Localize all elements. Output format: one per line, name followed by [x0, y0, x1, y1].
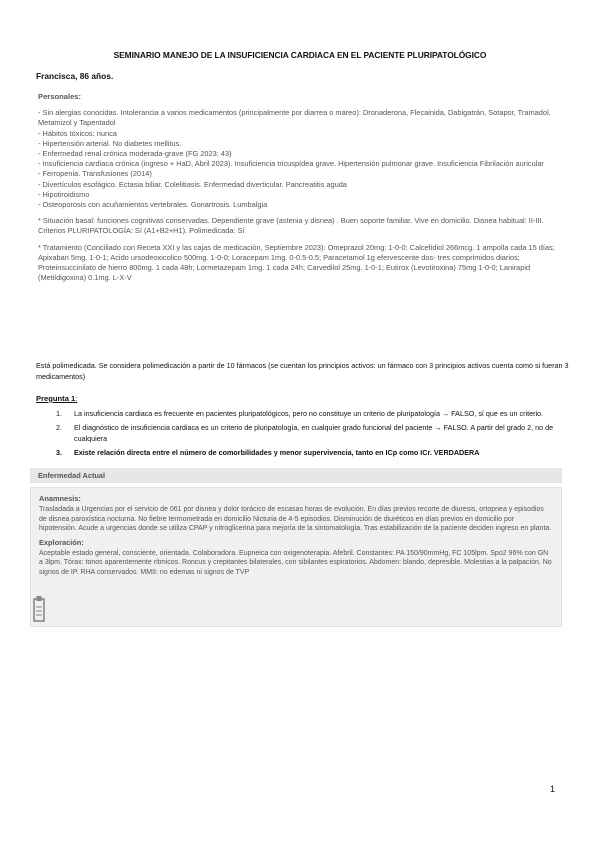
- list-item-text: Existe relación directa entre el número de comorbilidades y menor supervivencia, tanto en ICp como ICr. VERDADERA: [74, 448, 480, 457]
- list-number: 2.: [56, 423, 62, 432]
- personales-heading: Personales:: [38, 92, 82, 101]
- question-heading: [36, 394, 77, 403]
- question-heading-suffix: :: [75, 394, 78, 403]
- personales-section: [38, 92, 558, 283]
- list-number: 1.: [56, 409, 62, 418]
- question-list: [36, 408, 576, 461]
- polimedicada-note: Está polimedicada. Se considera polimedicación a partir de 10 fármacos (se cuentan los principios activos: un fármaco con 3 principios activos cuenta como si fueran 3 medicamentos): [36, 361, 569, 381]
- situacion-basal: * Situación basal: funciones cognitivas conservadas. Dependiente grave (astenia y disnea) . Buen soporte familiar. Vive en domicilio. Disnea habitual: II-III. Criterios PLURIPATOLOGÍA: Sí (A1+B2+H1). Polimedicada: Sí: [38, 216, 544, 236]
- personal-item: - Hábitos tóxicos: nunca: [38, 128, 117, 138]
- question-heading-label: Pregunta 1: [36, 394, 76, 403]
- list-item-text: El diagnóstico de insuficiencia cardiaca es un criterio de pluripatología, en cualquier grado funcional del paciente → FALSO. A partir del grado 2, no de cualquiera: [74, 423, 554, 443]
- personal-item: - Sin alergias conocidas. Intolerancia a varios medicamentos (principalmente por diarrea o mareo): Dronaderona, Flecainida, Dabigatrán, Sotapor, Tramadol, Metamizol y Tapentadol: [38, 108, 551, 128]
- page-number: 1: [550, 784, 556, 794]
- patient-name: Francisca, 86 años.: [36, 71, 114, 81]
- list-item-text: La insuficiencia cardiaca es frecuente en pacientes pluripatológicos, pero no constituye un criterio de pluripatología → FALSO, sí que es un criterio.: [74, 409, 544, 418]
- exploracion-heading: Exploración:: [39, 537, 84, 547]
- list-item: [36, 408, 576, 419]
- anamnesis-text: Trasladada a Urgencias por el servicio de 061 por disnea y dolor torácico de escasas horas de evolución. En días previos recorte de diuresis, ortopnea y episodios de disnea paroxística nocturna. No fiebre termometrada en domicilio Nicturia de 4-5 episodios. Disminución de diuréticos en días previos en domicilio por hipotensión. Acude a urgencias donde se utiliza CPAP y nitroglicerina para mejoría de la sintomatología. Tras estabilización de la paciente deciden ingreso en planta.: [39, 506, 552, 533]
- tratamiento: * Tratamiento (Conciliado con Receta XXI y las cajas de medicación, Septiembre 2023): Omeprazol 20mg: 1-0-0; Calcefidiol 266mcg. 1 ampolla cada 15 días; Apixaban 5mg. 1-0-1; Acido ursodeoxicolico 500mg. 1-0-0; Loracepam 1mg. 0-0.5-0.5; Paracetamol 1g efervescente dos- tres comprimidos diarios; Proteinsuccinilato de hierro 800mg. 1 cada 48h; Lormetazepam 1mg. 1 cada 24h; Carvedilol 25mg. 1-0-1; Eutirox (Levotiroxina) 75mg 1-0-0; Lanirapid (Metildigoxina) 0.1mg. L-X-V: [38, 242, 555, 283]
- personal-item: - Osteoporosis con acuñamientos vertebrales. Gonartrosis. Lumbalgia: [38, 200, 268, 210]
- personal-item: - Insuficiencia cardiaca crónica (ingreso + HaD, Abril 2023). Insuficiencia tricuspídea grave. Hipertensión pulmonar grave. Insuficiencia Fibrilación auricular: [38, 159, 544, 169]
- document-title: SEMINARIO MANEJO DE LA INSUFICIENCIA CARDIACA EN EL PACIENTE PLURIPATOLÓGICO: [113, 50, 487, 60]
- personal-item: - Ferropenia. Transfusiones (2014): [38, 169, 152, 179]
- list-item: [36, 447, 576, 458]
- clipboard-icon: [33, 595, 45, 623]
- exploracion-text: Aceptable estado general, consciente, orientada. Colaboradora. Eupneica con oxigenoterapia. Afebril. Constantes: PA 150/90mmHg, FC 105lpm. Spo2 96% con GN a 3lpm. Tórax: tonos aparentemente rítmicos. Roncus y crepitantes bilaterales, con sibilantes espiratorios. Abdomen: blando, depresible. Molestias a la palpación. No signos de IP. RHA conservados. MMII: no edemas ni signos de TVP: [39, 549, 552, 576]
- personal-item: - Hipotiroidismo: [38, 189, 90, 199]
- personal-item: - Hipertensión arterial. No diabetes mellitus.: [38, 138, 182, 148]
- personal-item: - Enfermedad renal crónica moderada-grave (FG 2023: 43): [38, 149, 232, 159]
- anamnesis-heading: Anamnesis:: [39, 494, 81, 503]
- enfermedad-actual-header: Enfermedad Actual: [30, 468, 562, 483]
- list-number: 3.: [56, 448, 62, 457]
- list-item: [36, 422, 576, 444]
- personal-item: - Divertículos esofágico. Ectasia biliar. Colelitiasis. Enfermedad diverticular. Pancreatitis aguda: [38, 179, 347, 189]
- enfermedad-actual-box: [30, 487, 562, 627]
